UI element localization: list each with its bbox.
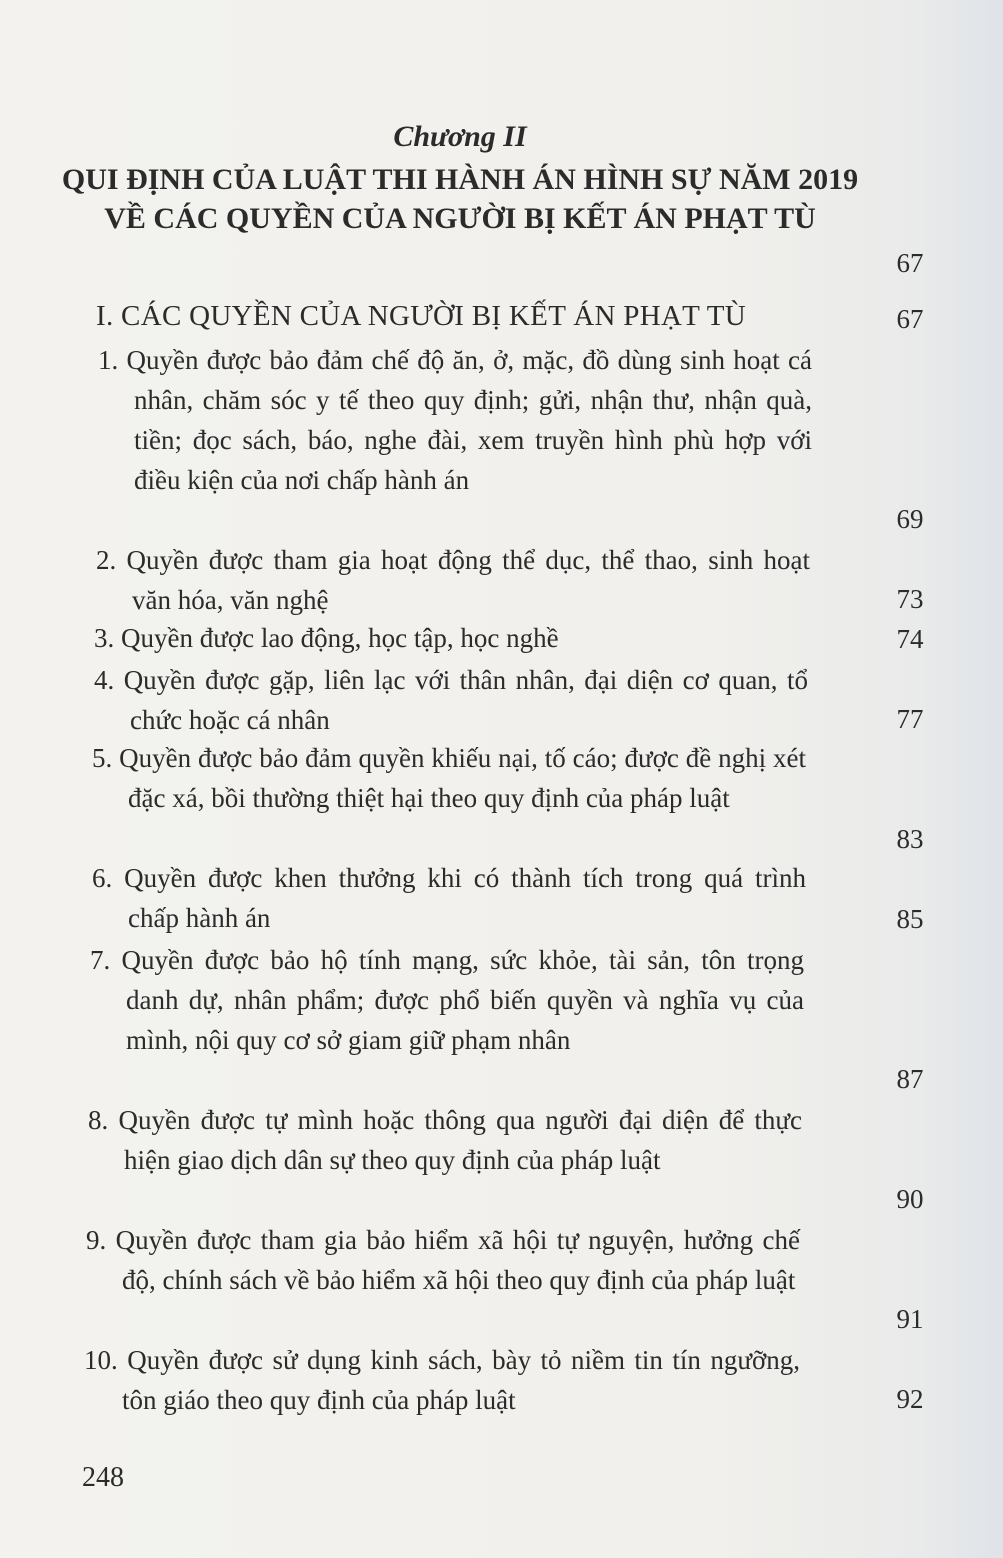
toc-page-1: 69 [896,504,924,534]
section-title: I. CÁC QUYỀN CỦA NGƯỜI BỊ KẾT ÁN PHẠT TÙ [96,300,746,332]
chapter-title: QUI ĐỊNH CỦA LUẬT THI HÀNH ÁN HÌNH SỰ NĂM 2019 VỀ CÁC QUYỀN CỦA NGƯỜI BỊ KẾT ÁN PHẠT TÙ [61,163,859,235]
toc-page-5: 83 [896,824,924,854]
toc-page-2: 73 [896,584,924,614]
toc-entry-5: 5. Quyền được bảo đảm quyền khiếu nại, tố cáo; được đề nghị xét đặc xá, bồi thường thiệt hại theo quy định của pháp luật [92,743,806,813]
toc-entry-3: 3. Quyền được lao động, học tập, học nghề [94,623,559,653]
toc-entry-2: 2. Quyền được tham gia hoạt động thể dục, thể thao, sinh hoạt văn hóa, văn nghệ [96,545,810,615]
toc-page-3: 74 [896,624,924,654]
toc-entry-1: 1. Quyền được bảo đảm chế độ ăn, ở, mặc, đồ dùng sinh hoạt cá nhân, chăm sóc y tế theo quy định; gửi, nhận thư, nhận quà, tiền; đọc sách, báo, nghe đài, xem truyền hình phù hợp với điều kiện của nơi chấp hành án [98,345,812,495]
section-page-number: 67 [896,304,924,334]
chapter-label: Chương II [393,120,527,153]
toc-page-8: 90 [896,1184,924,1214]
toc-page-4: 77 [896,704,924,734]
toc-entry-8: 8. Quyền được tự mình hoặc thông qua người đại diện để thực hiện giao dịch dân sự theo quy định của pháp luật [88,1105,802,1175]
toc-entry-7: 7. Quyền được bảo hộ tính mạng, sức khỏe, tài sản, tôn trọng danh dự, nhân phẩm; được phổ biến quyền và nghĩa vụ của mình, nội quy cơ sở giam giữ phạm nhân [90,945,804,1055]
footer-page-number: 248 [82,1462,124,1493]
toc-entry-6: 6. Quyền được khen thưởng khi có thành tích trong quá trình chấp hành án [92,863,806,933]
toc-page-9: 91 [896,1304,924,1334]
toc-entry-10: 10. Quyền được sử dụng kinh sách, bày tỏ niềm tin tín ngưỡng, tôn giáo theo quy định của pháp luật [84,1345,800,1415]
toc-entry-4: 4. Quyền được gặp, liên lạc với thân nhân, đại diện cơ quan, tổ chức hoặc cá nhân [94,665,808,735]
chapter-page-number: 67 [896,248,924,278]
toc-page-6: 85 [896,904,924,934]
toc-page-7: 87 [896,1064,924,1094]
toc-page-10: 92 [896,1384,924,1414]
toc-entry-9: 9. Quyền được tham gia bảo hiểm xã hội tự nguyện, hưởng chế độ, chính sách về bảo hiểm xã hội theo quy định của pháp luật [86,1225,800,1295]
